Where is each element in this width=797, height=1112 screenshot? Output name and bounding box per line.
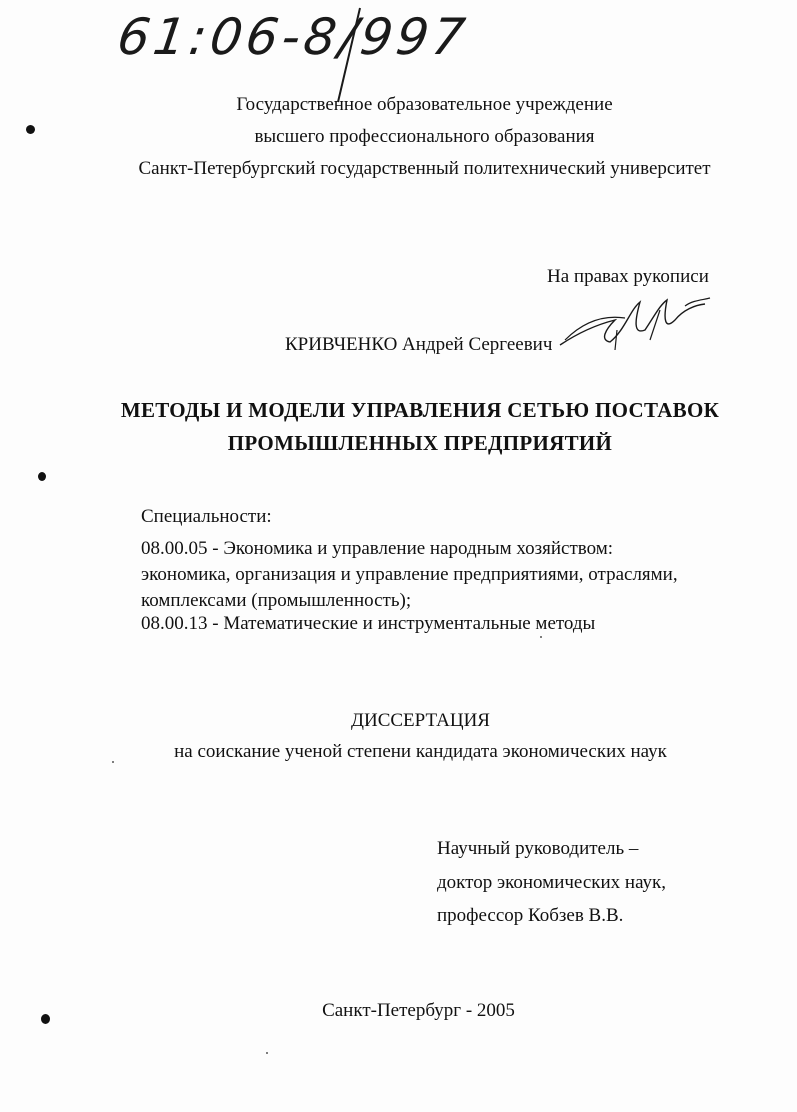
scan-dot (112, 761, 114, 763)
specialty-line: 08.00.13 - Математические и инструментальные методы (141, 613, 596, 634)
scan-speck (41, 1014, 50, 1024)
author-name: КРИВЧЕНКО Андрей Сергеевич (285, 334, 553, 355)
rights-note: На правах рукописи (547, 266, 709, 287)
scan-dot (266, 1052, 268, 1054)
city-year: Санкт-Петербург - 2005 (322, 1000, 515, 1021)
handwritten-archive-number: 61:06-8/997 (113, 8, 473, 66)
dissertation-title-line-1: МЕТОДЫ И МОДЕЛИ УПРАВЛЕНИЯ СЕТЬЮ ПОСТАВОК (120, 398, 720, 422)
signature-icon (555, 290, 715, 360)
specialty-line: комплексами (промышленность); (141, 590, 412, 611)
work-type-subtitle: на соискание ученой степени кандидата экономических наук (174, 741, 667, 762)
scan-speck (26, 125, 35, 134)
dissertation-title-line-2: ПРОМЫШЛЕННЫХ ПРЕДПРИЯТИЙ (227, 431, 613, 455)
work-type-heading: ДИССЕРТАЦИЯ (351, 710, 490, 731)
supervisor-line-2: доктор экономических наук, (437, 872, 667, 893)
handwritten-stroke-icon (330, 6, 370, 106)
institution-line-2: высшего профессионального образования (254, 126, 595, 147)
institution-line-3: Санкт-Петербургский государственный политехнический университет (138, 158, 711, 179)
institution-line-1: Государственное образовательное учреждение (236, 94, 613, 115)
supervisor-line-3: профессор Кобзев В.В. (437, 905, 624, 926)
specialty-line: 08.00.05 - Экономика и управление народным хозяйством: (141, 538, 614, 559)
scan-dot (540, 636, 542, 638)
specialties-label: Специальности: (141, 506, 272, 527)
specialty-line: экономика, организация и управление предприятиями, отраслями, (141, 564, 678, 585)
supervisor-line-1: Научный руководитель – (437, 838, 639, 859)
scan-speck (38, 472, 46, 481)
